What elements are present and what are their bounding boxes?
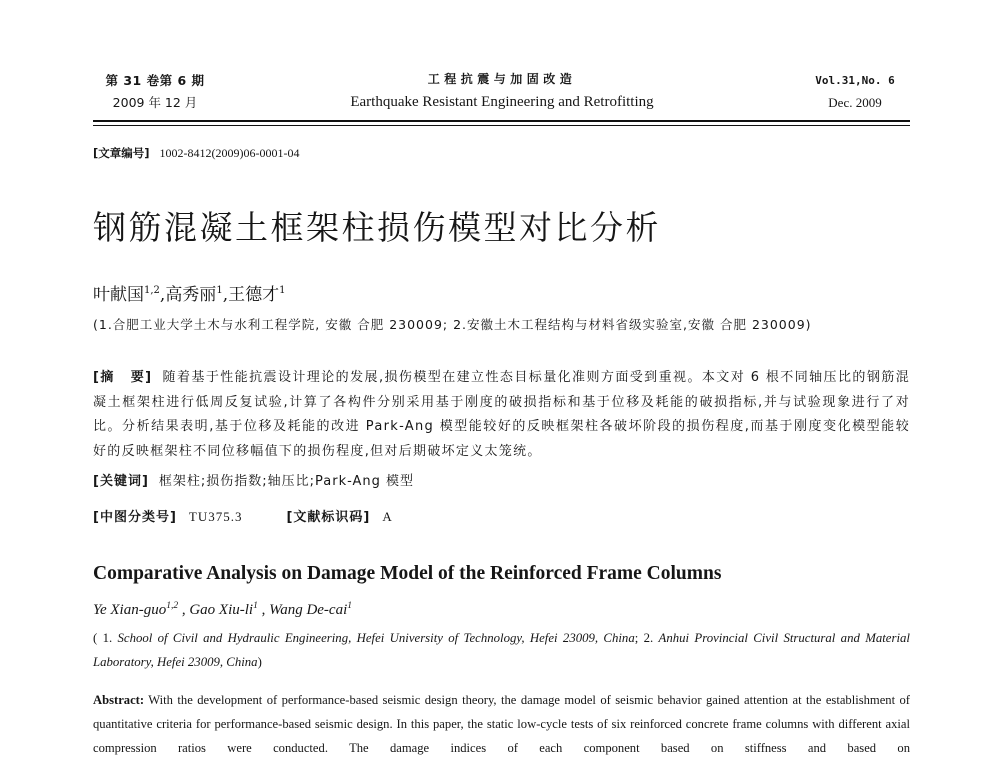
abstract-en	[93, 688, 910, 760]
author-separator: ,	[222, 285, 229, 305]
authors-en	[93, 597, 352, 623]
header-rule	[93, 120, 910, 126]
header-date-cn: 2009 年 12 月	[112, 95, 198, 110]
abstract-en-label: Abstract:	[93, 693, 145, 707]
paper-title-en: Comparative Analysis on Damage Model of the Reinforced Frame Columns	[93, 563, 722, 584]
abstract-cn-label: [摘 要]	[93, 370, 153, 385]
keywords-cn-text: 框架柱;损伤指数;轴压比;Park-Ang 模型	[158, 474, 415, 489]
journal-title-en: Earthquake Resistant Engineering and Retrofitting	[350, 94, 654, 110]
article-number-value: 1002-8412(2009)06-0001-04	[159, 146, 300, 160]
header-right	[790, 70, 920, 114]
abstract-cn	[93, 366, 910, 464]
header-issue-en: Vol.31,No. 6	[815, 74, 895, 87]
author-affiliation-mark-en: 1	[253, 601, 258, 611]
keywords-cn-label: [关键词]	[93, 474, 149, 489]
author-name: 叶献国	[93, 285, 144, 305]
affiliation-middle: ; 2.	[634, 631, 659, 645]
author-affiliation-mark-en: 1,2	[166, 601, 179, 611]
clc-value: TU375.3	[188, 509, 243, 524]
author-name-en: Wang De-cai	[269, 602, 348, 618]
author-affiliation-mark: 1	[216, 285, 223, 296]
author-separator: ,	[159, 285, 166, 305]
author-name-en: Ye Xian-guo	[93, 602, 167, 618]
author-affiliation-mark-en: 1	[347, 601, 353, 611]
doc-code-value: A	[382, 509, 393, 524]
abstract-en-text: With the development of performance-based seismic design theory, the damage model of seismic behavior gained attention at the establishment of quantitative criteria for performance-based seismic design. In this paper, the static low-cycle tests of six reinforced concrete frame columns with different axial compression ratios were conducted. The damage indices of each component based on stiffness and based on	[93, 693, 910, 755]
abstract-cn-text: 随着基于性能抗震设计理论的发展,损伤模型在建立性态目标量化准则方面受到重视。本文对 6 根不同轴压比的钢筋混凝土框架柱进行低周反复试验,计算了各构件分别采用基于刚度的破损指标和基于位移及耗能的破损指标,并与试验现象进行了对比。分析结果表明,基于位移及耗能的改进 Park-Ang 模型能较好的反映框架柱各破坏阶段的损伤程度,而基于刚度变化模型能较好的反映框架柱不同位移幅值下的损伤程度,但对后期破坏定义太笼统。	[93, 370, 910, 459]
journal-title-cn: 工程抗震与加固改造	[427, 72, 577, 86]
affiliation-prefix: ( 1.	[93, 631, 118, 645]
affiliations-cn: (1.合肥工业大学土木与水利工程学院, 安徽 合肥 230009; 2.安徽土木工程结构与材料省级实验室,安徽 合肥 230009)	[93, 317, 812, 332]
author-separator-en: ,	[178, 602, 190, 618]
paper-title-cn: 钢筋混凝土框架柱损伤模型对比分析	[93, 208, 661, 247]
author-affiliation-mark: 1,2	[144, 285, 160, 296]
header-date-en: Dec. 2009	[828, 95, 882, 110]
header-issue-cn: 第 31 卷第 6 期	[105, 73, 205, 88]
author-name-en: Gao Xiu-li	[189, 602, 254, 618]
author-affiliation-mark: 1	[279, 285, 286, 296]
affiliations-en	[93, 626, 910, 674]
clc-label: [中图分类号]	[93, 510, 177, 525]
keywords-cn	[93, 470, 414, 494]
authors-cn	[93, 283, 285, 307]
affiliation-second: Anhui Provincial Civil Structural and Material Laboratory, Hefei 23009, China	[93, 631, 910, 669]
doc-code-label: [文献标识码]	[286, 510, 371, 525]
author-name: 高秀丽	[165, 285, 217, 305]
header-left	[90, 70, 220, 114]
author-name: 王德才	[228, 285, 280, 305]
article-number	[93, 143, 300, 163]
classification-line	[93, 505, 393, 530]
article-number-label: [文章编号]	[93, 146, 150, 160]
header-center	[300, 68, 704, 114]
affiliation-suffix: )	[257, 655, 262, 669]
affiliation-first: School of Civil and Hydraulic Engineering, Hefei University of Technology, Hefei 23009, China	[117, 631, 635, 645]
author-separator-en: ,	[257, 602, 270, 618]
